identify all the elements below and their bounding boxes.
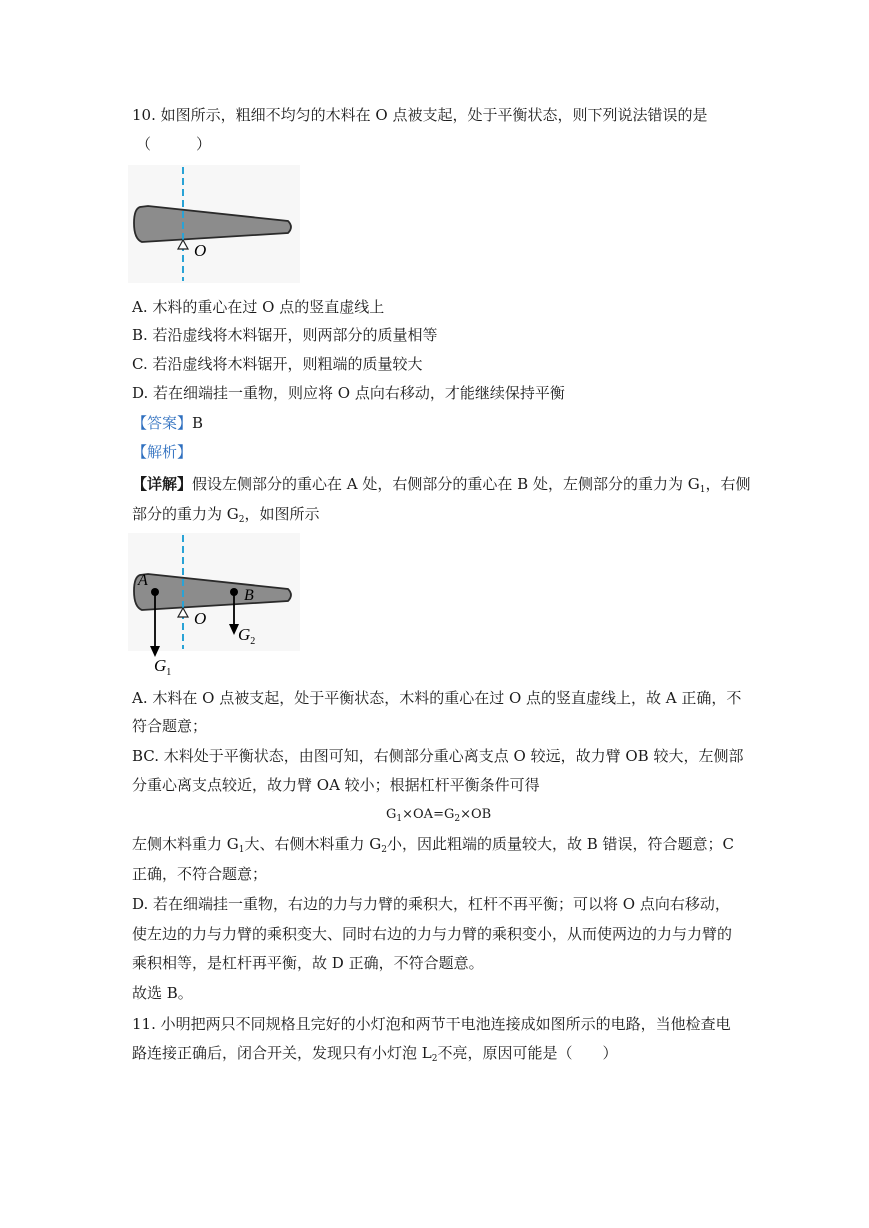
label-O: O [194, 241, 207, 260]
figure-lever-wood [128, 165, 300, 283]
label-G2: $G_2$ [238, 625, 256, 647]
conclusion-text: 小，因此粗端的质量较大，故 B 错误，符合题意；C [387, 835, 735, 853]
label-G1: $G_1$ [154, 656, 172, 675]
formula [386, 805, 491, 829]
q11-line-1: 11. 小明把两只不同规格且完好的小灯泡和两节干电池连接成如图所示的电路，当他检查电 [132, 1015, 731, 1033]
analysis-bc-line-2: 分重心离支点较近，故力臂 OA 较小；根据杠杆平衡条件可得 [132, 776, 540, 794]
sub-2: 2 [238, 515, 245, 525]
answer-line [132, 413, 203, 433]
detail-text: 假设左侧部分的重心在 A 处，右侧部分的重心在 B 处，左侧部分的重力为 G [192, 475, 700, 493]
detail-tag: 【详解】 [132, 475, 193, 493]
analysis-tag: 【解析】 [132, 443, 193, 461]
formula-part: G [386, 807, 397, 822]
sub: 2 [381, 845, 387, 855]
formula-sub: 1 [396, 814, 403, 824]
label-O: O [194, 609, 207, 628]
sub: 2 [431, 1054, 438, 1064]
option-c: C. 若沿虚线将木料锯开，则粗端的质量较大 [132, 355, 423, 373]
q10-answer-paren: （ ） [136, 135, 212, 153]
formula-part: ×OA=G [402, 807, 455, 822]
conclusion-line-1 [132, 834, 734, 860]
label-B: B [244, 587, 254, 604]
analysis-d-line-2: 使左边的力与力臂的乘积变大、同时右边的力与力臂的乘积变小，从而使两边的力与力臂的 [132, 925, 733, 943]
analysis-bc-line-1: BC. 木料处于平衡状态，由图可知，右侧部分重心离支点 O 较远，故力臂 OB 较大，左侧部 [132, 747, 744, 765]
answer-value: B [192, 414, 204, 432]
option-a: A. 木料的重心在过 O 点的竖直虚线上 [132, 298, 385, 316]
conclusion-text: 大、右侧木料重力 G [244, 835, 382, 853]
formula-sub: 2 [454, 814, 461, 824]
conclusion-line-2: 正确，不符合题意； [132, 865, 268, 883]
detail-text: 部分的重力为 G [132, 505, 239, 523]
analysis-a-line-1: A. 木料在 O 点被支起，处于平衡状态，木料的重心在过 O 点的竖直虚线上，故 A 正确，不 [132, 689, 742, 707]
q11-text: 不亮，原因可能是（ ） [437, 1044, 618, 1062]
label-A: A [138, 572, 148, 589]
analysis-d-line-1: D. 若在细端挂一重物，右边的力与力臂的乘积大，杠杆不再平衡；可以将 O 点向右移动， [132, 895, 730, 913]
q11-line-2 [132, 1043, 617, 1069]
sub: 1 [238, 845, 245, 855]
detail-text: ，右侧 [705, 475, 751, 493]
detail-line-1 [132, 474, 750, 500]
choose-line: 故选 B。 [132, 984, 193, 1002]
detail-text: ，如图所示 [244, 505, 320, 523]
q11-text: 路连接正确后，闭合开关，发现只有小灯泡 L [132, 1044, 432, 1062]
analysis-d-line-3: 乘积相等，是杠杆再平衡，故 D 正确，不符合题意。 [132, 954, 484, 972]
answer-tag: 【答案】 [132, 414, 193, 432]
figure-lever-forces [128, 533, 304, 675]
detail-line-2 [132, 504, 320, 530]
sub-1: 1 [699, 485, 706, 495]
option-b: B. 若沿虚线将木料锯开，则两部分的质量相等 [132, 326, 438, 344]
formula-part: ×OB [460, 807, 492, 822]
option-d: D. 若在细端挂一重物，则应将 O 点向右移动，才能继续保持平衡 [132, 384, 565, 402]
q10-stem: 10. 如图所示，粗细不均匀的木料在 O 点被支起，处于平衡状态，则下列说法错误的是 [132, 106, 708, 124]
analysis-a-line-2: 符合题意； [132, 717, 208, 735]
conclusion-text: 左侧木料重力 G [132, 835, 239, 853]
